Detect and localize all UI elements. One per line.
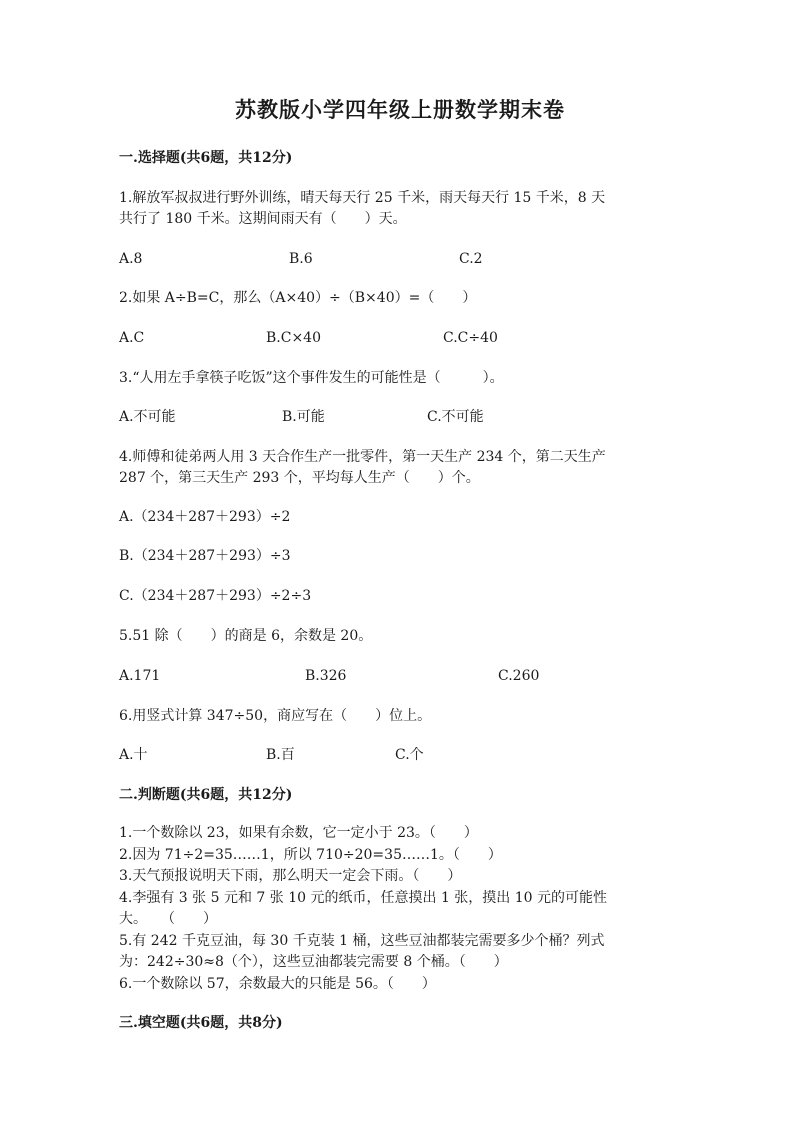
question-5-option-c: C.260 — [498, 668, 540, 684]
judgement-line-1: 1.一个数除以 23，如果有余数，它一定小于 23。（ ） — [119, 825, 478, 841]
question-6-option-a: A.十 — [119, 747, 148, 763]
judgement-line-6: 5.有 242 千克豆油，每 30 千克装 1 桶，这些豆油都装完需要多少个桶？列式 — [119, 933, 605, 949]
section-heading-choice: 一.选择题(共6题，共12分) — [119, 150, 293, 166]
question-5-line-1: 5.51 除（ ）的商是 6，余数是 20。 — [119, 628, 373, 644]
judgement-line-8: 6.一个数除以 57，余数最大的只能是 56。（ ） — [119, 976, 436, 992]
question-4-option-a: A.（234＋287＋293）÷2 — [119, 509, 291, 525]
judgement-line-7: 为：242÷30≈8（个），这些豆油都装完需要 8 个桶。（ ） — [119, 954, 508, 970]
judgement-line-2: 2.因为 71÷2=35……1，所以 710÷20=35……1。（ ） — [119, 847, 502, 863]
question-2-option-a: A.C — [119, 330, 145, 346]
question-2-line-1: 2.如果 A÷B=C，那么（A×40）÷（B×40）=（ ） — [119, 290, 477, 306]
question-4-line-2: 287 个，第三天生产 293 个，平均每人生产（ ）个。 — [119, 470, 480, 486]
question-2-option-b: B.C×40 — [266, 330, 321, 346]
question-6-option-c: C.个 — [395, 747, 424, 763]
question-1-option-b: B.6 — [289, 251, 313, 267]
question-2-option-c: C.C÷40 — [443, 330, 498, 346]
question-6-line-1: 6.用竖式计算 347÷50，商应写在（ ）位上。 — [119, 708, 432, 724]
question-1-option-c: C.2 — [459, 251, 483, 267]
judgement-line-3: 3.天气预报说明天下雨，那么明天一定会下雨。（ ） — [119, 868, 462, 884]
question-4-option-c: C.（234＋287＋293）÷2÷3 — [119, 588, 312, 604]
question-3-option-a: A.不可能 — [119, 409, 176, 425]
judgement-line-5: 大。 （ ） — [119, 911, 217, 927]
question-4-line-1: 4.师傅和徒弟两人用 3 天合作生产一批零件，第一天生产 234 个，第二天生产 — [119, 449, 606, 465]
question-5-option-b: B.326 — [305, 668, 347, 684]
question-1-line-2: 共行了 180 千米。这期间雨天有（ ）天。 — [119, 211, 407, 227]
section-heading-judgement: 二.判断题(共6题，共12分) — [119, 787, 293, 803]
judgement-line-4: 4.李强有 3 张 5 元和 7 张 10 元的纸币，任意摸出 1 张，摸出 10 元的可能性 — [119, 890, 608, 906]
question-4-option-b: B.（234＋287＋293）÷3 — [119, 548, 291, 564]
question-3-line-1: 3.“人用左手拿筷子吃饭”这个事件发生的可能性是（ ）。 — [119, 370, 504, 386]
question-3-option-b: B.可能 — [282, 409, 325, 425]
question-6-option-b: B.百 — [266, 747, 295, 763]
section-heading-fill-in: 三.填空题(共6题，共8分) — [119, 1015, 283, 1031]
question-1-option-a: A.8 — [119, 251, 143, 267]
page-title: 苏教版小学四年级上册数学期末卷 — [235, 97, 565, 122]
question-1-line-1: 1.解放军叔叔进行野外训练，晴天每天行 25 千米，雨天每天行 15 千米，8 天 — [119, 190, 606, 206]
question-5-option-a: A.171 — [119, 668, 161, 684]
question-3-option-c: C.不可能 — [427, 409, 484, 425]
